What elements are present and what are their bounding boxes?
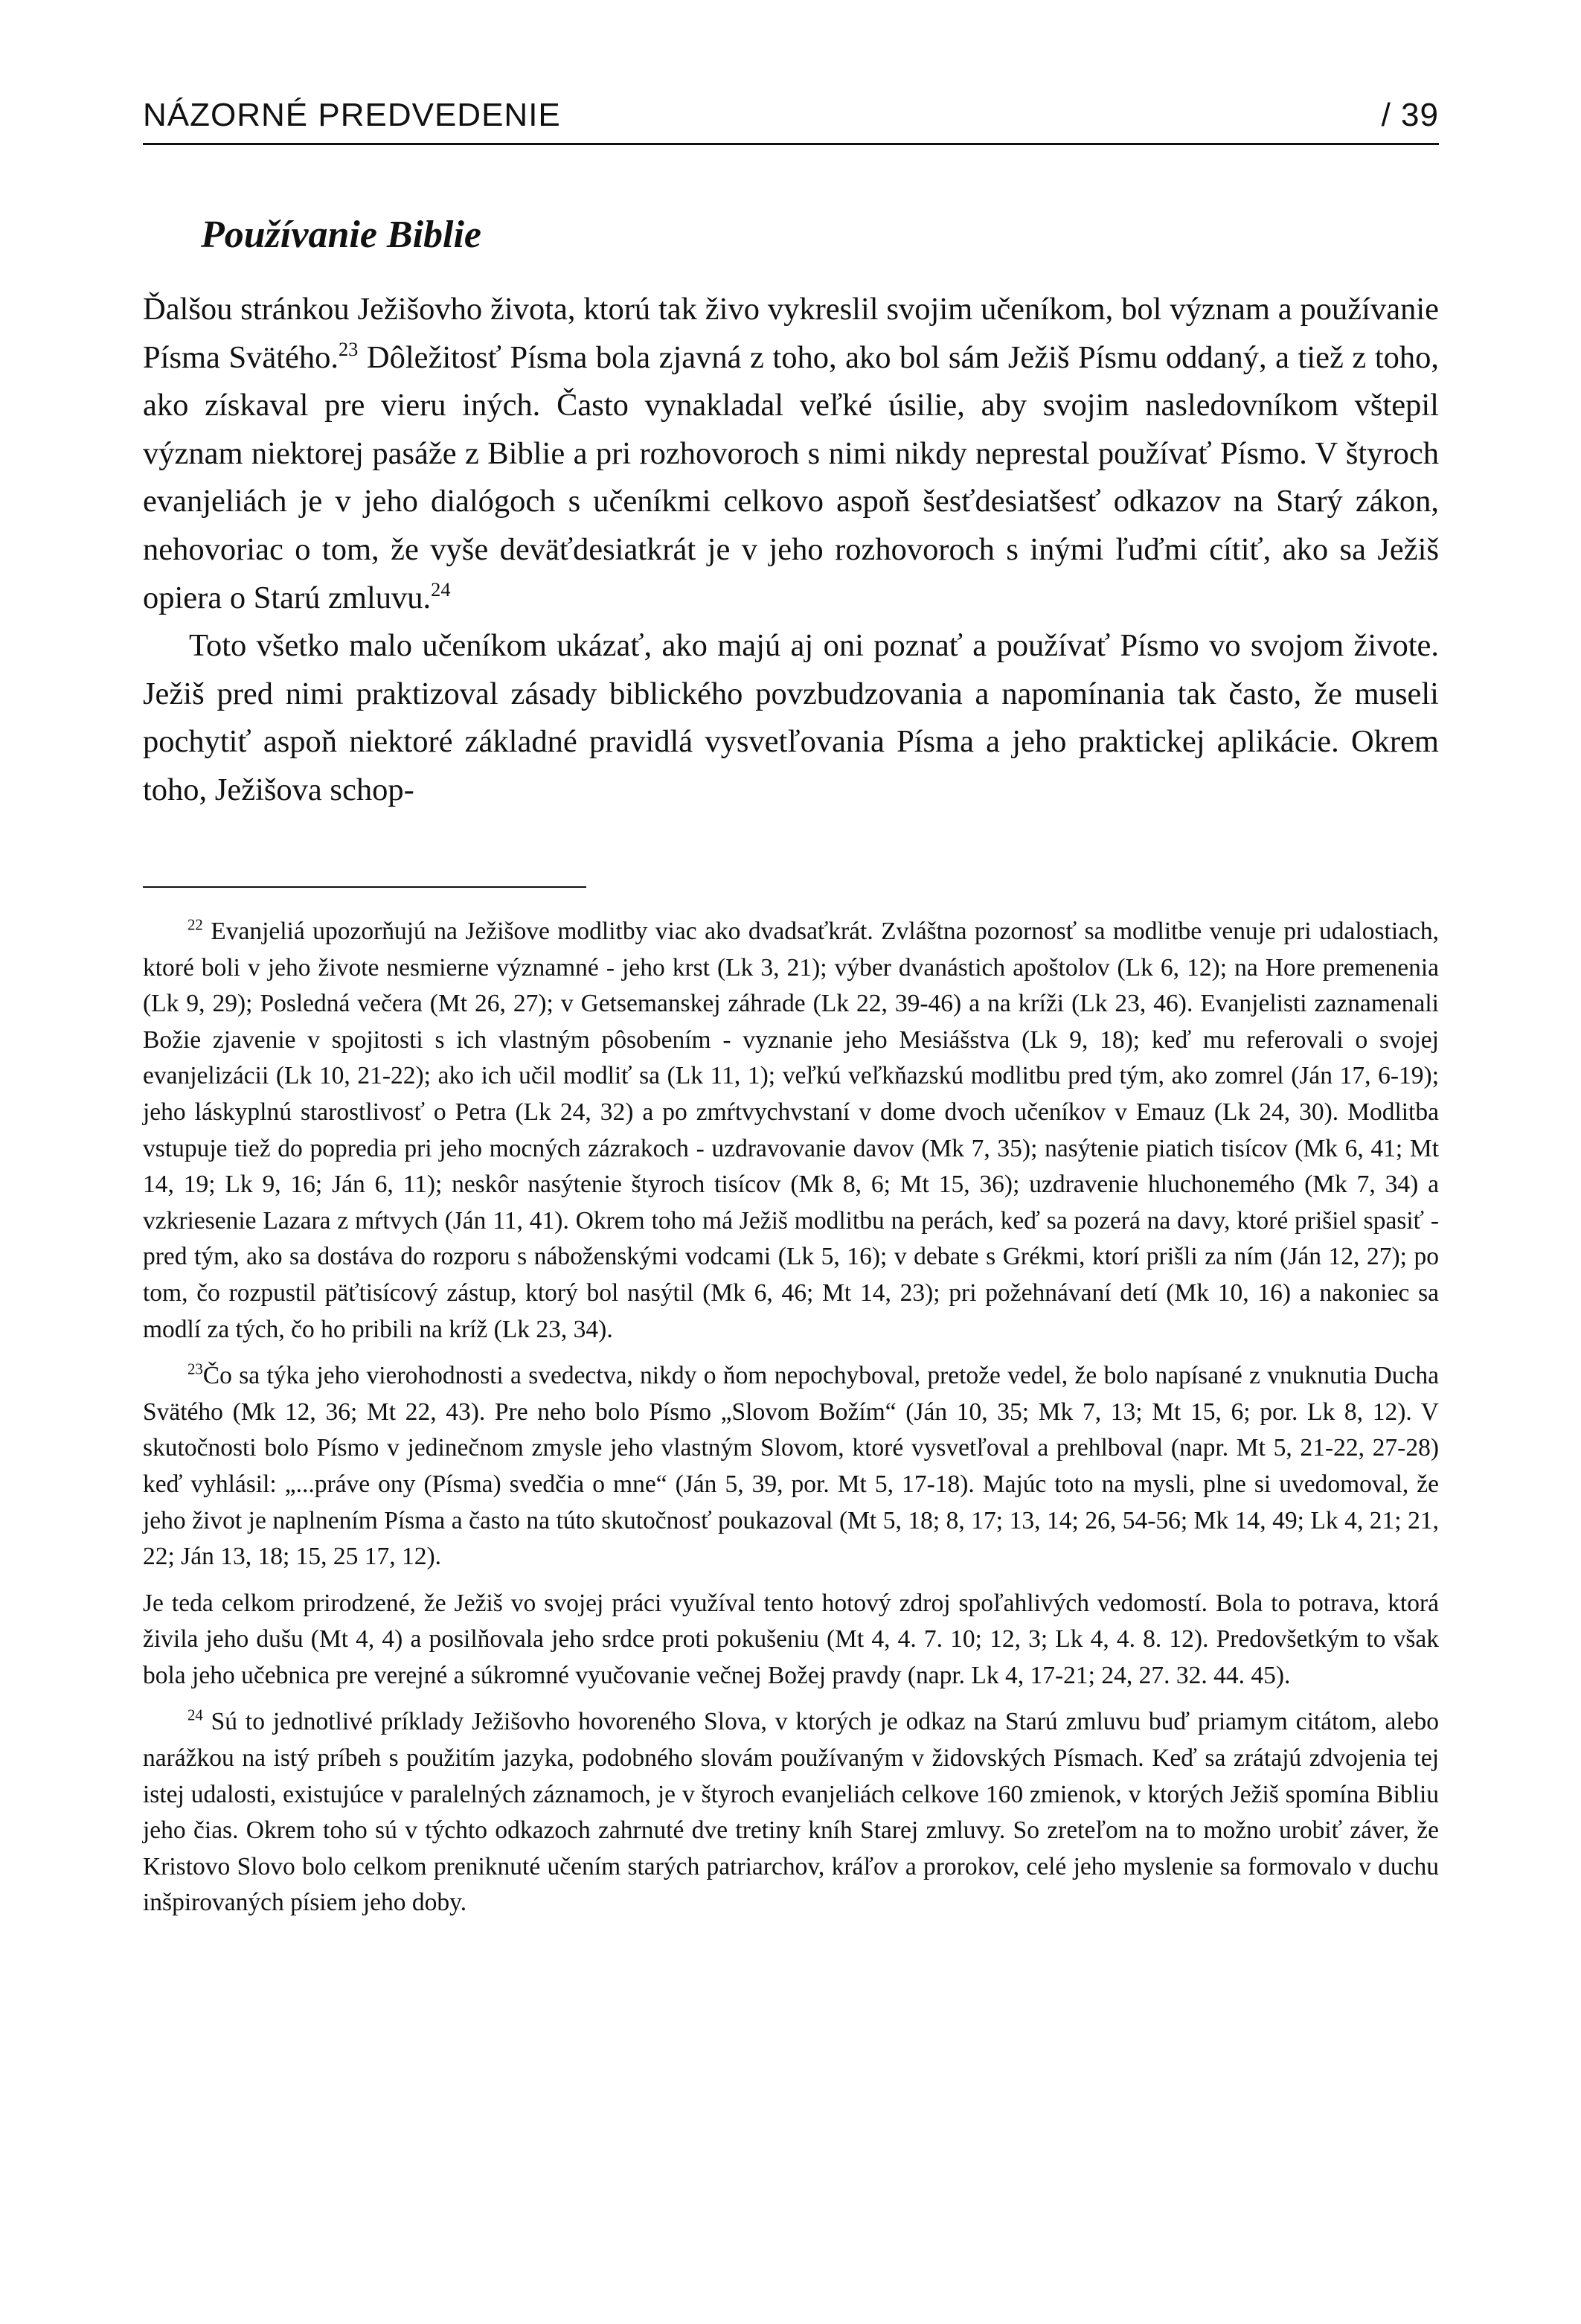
running-header [143,91,1439,145]
body-paragraph-1-text-b: Dôležitosť Písma bola zjavná z toho, ako bol sám Ježiš Písmu oddaný, a tiež z toho, ako získaval pre vieru iných. Často vynakladal veľké úsilie, aby svojim nasledovníkom vštepil význam niektorej pasáže z Biblie a pri rozhovoroch s nimi nikdy neprestal používať Písmo. V štyroch evanjeliách je v jeho dialógoch s učeníkmi celkovo aspoň šesťdesiatšesť odkazov na Starý zákon, nehovoriac o tom, že vyše deväťdesiatkrát je v jeho rozhovoroch s inými ľuďmi cítiť, ako sa Ježiš opiera o Starú zmluvu. [143,339,1440,615]
footnote-22-number: 22 [187,916,203,934]
footnote-24 [143,1704,1439,1921]
section-title: Používanie Biblie [201,214,481,256]
body-paragraph-2: Toto všetko malo učeníkom ukázať, ako majú aj oni poznať a používať Písmo vo svojom živote. Ježiš pred nimi praktizoval zásady biblického povzbudzovania a napomínania tak často, že museli pochytiť aspoň niektoré základné pravidlá vysvetľovania Písma a jeho praktickej aplikácie. Okrem toho, Ježišova schop- [143,628,1439,807]
body-text [143,286,1439,815]
footnote-23-text: Čo sa týka jeho vierohodnosti a svedectva, nikdy o ňom nepochyboval, pretože vedel, že bolo napísané z vnuknutia Ducha Svätého (Mk 12, 36; Mt 22, 43). Pre neho bolo Písmo „Slovom Božím“ (Ján 10, 35; Mk 7, 13; Mt 15, 6; por. Lk 8, 12). V skutočnosti bolo Písmo v jedinečnom zmysle jeho vlastným Slovom, ktoré vysvetľoval a prehlboval (napr. Mt 5, 21-22, 27-28) keď vyhlásil: „...práve ony (Písma) svedčia o mne“ (Ján 5, 39, por. Mt 5, 17-18). Majúc toto na mysli, plne si uvedomoval, že jeho život je naplnením Písma a často na túto skutočnosť poukazoval (Mt 5, 18; 8, 17; 13, 14; 26, 54-56; Mk 14, 49; Lk 4, 21; 21, 22; Ján 13, 18; 15, 25 17, 12). [143,1362,1439,1571]
footnote-24-text: Sú to jednotlivé príklady Ježišovho hovoreného Slova, v ktorých je odkaz na Starú zmluvu buď priamym citátom, alebo narážkou na istý príbeh s použitím jazyka, podobného slovám používaným v židovských Písmach. Keď sa zrátajú zdvojenia tej istej udalosti, existujúce v paralelných záznamoch, je v štyroch evanjeliách celkove 160 zmienok, v ktorých Ježiš spomína Bibliu jeho čias. Okrem toho sú v týchto odkazoch zahrnuté dve tretiny kníh Starej zmluvy. So zreteľom na to možno urobiť záver, že Kristovo Slovo bolo celkom preniknuté učením starých patriarchov, kráľov a prorokov, celé jeho myslenie sa formovalo v duchu inšpirovaných písiem jeho doby. [143,1708,1439,1917]
footnote-22 [143,914,1439,1348]
footnote-23-number: 23 [187,1360,203,1378]
page-number: / 39 [1381,97,1439,133]
book-page [143,0,1439,2324]
footnote-ref-23: 23 [339,338,359,360]
running-header-title: NÁZORNÉ PREDVEDENIE [143,97,561,133]
footnotes [143,914,1439,1932]
footnote-23 [143,1358,1439,1575]
footnote-separator [143,886,586,888]
footnote-ref-24: 24 [431,578,451,601]
footnote-22-text: Evanjeliá upozorňujú na Ježišove modlitby viac ako dvadsaťkrát. Zvláštna pozornosť sa modlitbe venuje pri udalostiach, ktoré boli v jeho živote nesmierne významné - jeho krst (Lk 3, 21); výber dvanástich apoštolov (Lk 6, 12); na Hore premenenia (Lk 9, 29); Posledná večera (Mt 26, 27); v Getsemanskej záhrade (Lk 22, 39-46) a na kríži (Lk 23, 46). Evanjelisti zaznamenali Božie zjavenie v spojitosti s ich vlastným pôsobením - vyznanie jeho Mesiášstva (Lk 9, 18); keď mu referovali o svojej evanjelizácii (Lk 10, 21-22); ako ich učil modliť sa (Lk 11, 1); veľkú veľkňazskú modlitbu pred tým, ako zomrel (Ján 17, 6-19); jeho láskyplnú starostlivosť o Petra (Lk 24, 32) a po zmŕtvychvstaní v dome dvoch učeníkov v Emauz (Lk 24, 30). Modlitba vstupuje tiež do popredia pri jeho mocných zázrakoch - uzdravovanie davov (Mk 7, 35); nasýtenie piatich tisícov (Mk 6, 41; Mt 14, 19; Lk 9, 16; Ján 6, 11); neskôr nasýtenie štyroch tisícov (Mk 8, 6; Mt 15, 36); uzdravenie hluchonemého (Mk 7, 34) a vzkriesenie Lazara z mŕtvych (Ján 11, 41). Okrem toho má Ježiš modlitbu na perách, keď sa pozerá na davy, ktoré prišiel spasiť - pred tým, ako sa dostáva do rozporu s náboženskými vodcami (Lk 5, 16); v debate s Grékmi, ktorí prišli za ním (Ján 12, 27); po tom, čo rozpustil päťtisícový zástup, ktorý bol nasýtil (Mk 6, 46; Mt 14, 23); pri požehnávaní detí (Mk 10, 16) a nakoniec sa modlí za tých, čo ho pribili na kríž (Lk 23, 34). [143,918,1439,1343]
footnote-24-number: 24 [187,1707,203,1725]
body-paragraph-1 [143,286,1439,622]
body-paragraph-1-text-a: Ďalšou stránkou Ježišovho života, ktorú tak živo vykreslil svojim učeníkom, bol význam a používanie Písma Svätého. [143,292,1439,375]
footnote-23-continuation: Je teda celkom prirodzené, že Ježiš vo svojej práci využíval tento hotový zdroj spoľahlivých vedomostí. Bola to potrava, ktorá živila jeho dušu (Mt 4, 4) a posilňovala jeho srdce proti pokušeniu (Mt 4, 4. 7. 10; 12, 3; Lk 4, 4. 8. 12). Predovšetkým to však bola jeho učebnica pre verejné a súkromné vyučovanie večnej Božej pravdy (napr. Lk 4, 17-21; 24, 27. 32. 44. 45). [143,1589,1439,1689]
